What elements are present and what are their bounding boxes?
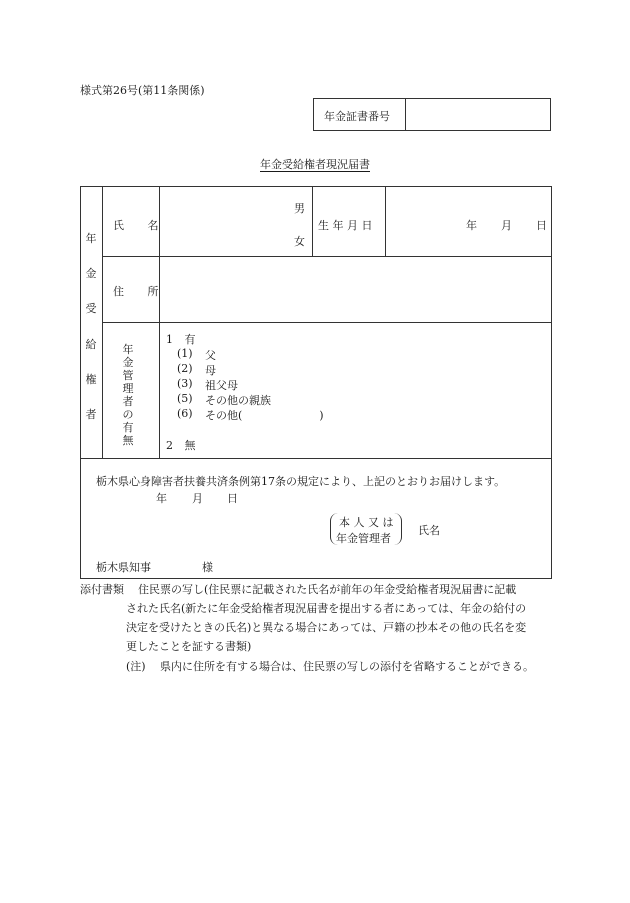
- manager-label-char: 者: [122, 395, 134, 408]
- dob-year-label: 年: [466, 219, 477, 232]
- signer-name-field[interactable]: [445, 512, 545, 544]
- attach-line: された氏名(新たに年金受給権者現況届書を提出する者にあっては、年金の給付の: [126, 602, 527, 615]
- option-no[interactable]: 2 無: [166, 439, 196, 452]
- sub-option-num: (6): [177, 407, 193, 420]
- manager-label-char: 管: [122, 369, 134, 382]
- declaration-text: 栃木県心身障害者扶養共済条例第17条の規定により、上記のとおりお届けします。: [96, 475, 506, 488]
- sub-option-mother[interactable]: 母: [205, 364, 216, 377]
- sub-option-father[interactable]: 父: [205, 349, 216, 362]
- addressee-honorific: 様: [202, 561, 213, 574]
- cert-number-field[interactable]: [408, 102, 548, 127]
- attach-line: 住民票の写し(住民票に記載された氏名が前年の年金受給権者現況届書に記載: [138, 583, 517, 596]
- addressee-gov: 栃木県知事: [96, 561, 151, 574]
- dob-day-label: 日: [536, 219, 547, 232]
- side-label-char: 権: [85, 373, 97, 386]
- manager-label-char: 有: [122, 421, 134, 434]
- date-day-label: 日: [227, 492, 238, 505]
- side-label-char: 受: [85, 302, 97, 315]
- manager-label-char: の: [122, 408, 134, 421]
- note-label: (注): [126, 660, 146, 673]
- sub-option-num: (1): [177, 347, 193, 360]
- side-label-char: 年: [85, 232, 97, 245]
- manager-label-char: 理: [122, 382, 134, 395]
- page-title: 年金受給権者現況届書: [260, 158, 370, 171]
- name-field[interactable]: [161, 188, 311, 255]
- form-number: 様式第26号(第11条関係): [80, 84, 205, 97]
- address-label: 住 所: [113, 285, 169, 298]
- manager-label-char: 年: [122, 343, 134, 356]
- side-label-char: 給: [85, 338, 97, 351]
- signer-name-label: 氏名: [418, 524, 440, 537]
- side-label-char: 金: [85, 267, 97, 280]
- sub-option-other-relative[interactable]: その他の親族: [205, 394, 271, 407]
- attach-line: 更したことを証する書類): [126, 640, 252, 653]
- note-text: 県内に住所を有する場合は、住民票の写しの添付を省略することができる。: [160, 660, 534, 673]
- sex-female-option[interactable]: 女: [294, 235, 305, 248]
- dob-column-divider: [385, 186, 386, 256]
- attach-line: 決定を受けたときの氏名)と異なる場合にあっては、戸籍の抄本その他の氏名を変: [126, 621, 527, 634]
- row-divider-name: [102, 256, 552, 257]
- side-label-char: 者: [85, 408, 97, 421]
- sex-column-divider: [312, 186, 313, 256]
- manager-label-char: 金: [122, 356, 134, 369]
- sub-option-num: (5): [177, 392, 193, 405]
- cert-number-label: 年金証書番号: [324, 110, 390, 123]
- date-year-label: 年: [156, 492, 167, 505]
- signer-line2: 年金管理者: [336, 532, 391, 545]
- dob-label: 生 年 月 日: [318, 219, 373, 232]
- manager-presence-label: [118, 343, 138, 447]
- cert-number-divider: [405, 98, 406, 131]
- dob-month-label: 月: [501, 219, 512, 232]
- manager-label-char: 無: [122, 434, 134, 447]
- row-divider-address: [102, 322, 552, 323]
- sub-option-num: (3): [177, 377, 193, 390]
- attach-label: 添付書類: [80, 583, 124, 596]
- name-label: 氏 名: [113, 219, 169, 232]
- address-field[interactable]: [161, 258, 550, 321]
- row-divider-manager: [80, 458, 552, 459]
- sub-option-grandparent[interactable]: 祖父母: [205, 379, 238, 392]
- option-yes[interactable]: 1 有: [166, 333, 196, 346]
- signer-line1: 本 人 又 は: [339, 516, 394, 529]
- sex-male-option[interactable]: 男: [294, 202, 305, 215]
- sub-option-num: (2): [177, 362, 193, 375]
- sub-option-other[interactable]: その他( ): [205, 409, 324, 422]
- date-month-label: 月: [192, 492, 203, 505]
